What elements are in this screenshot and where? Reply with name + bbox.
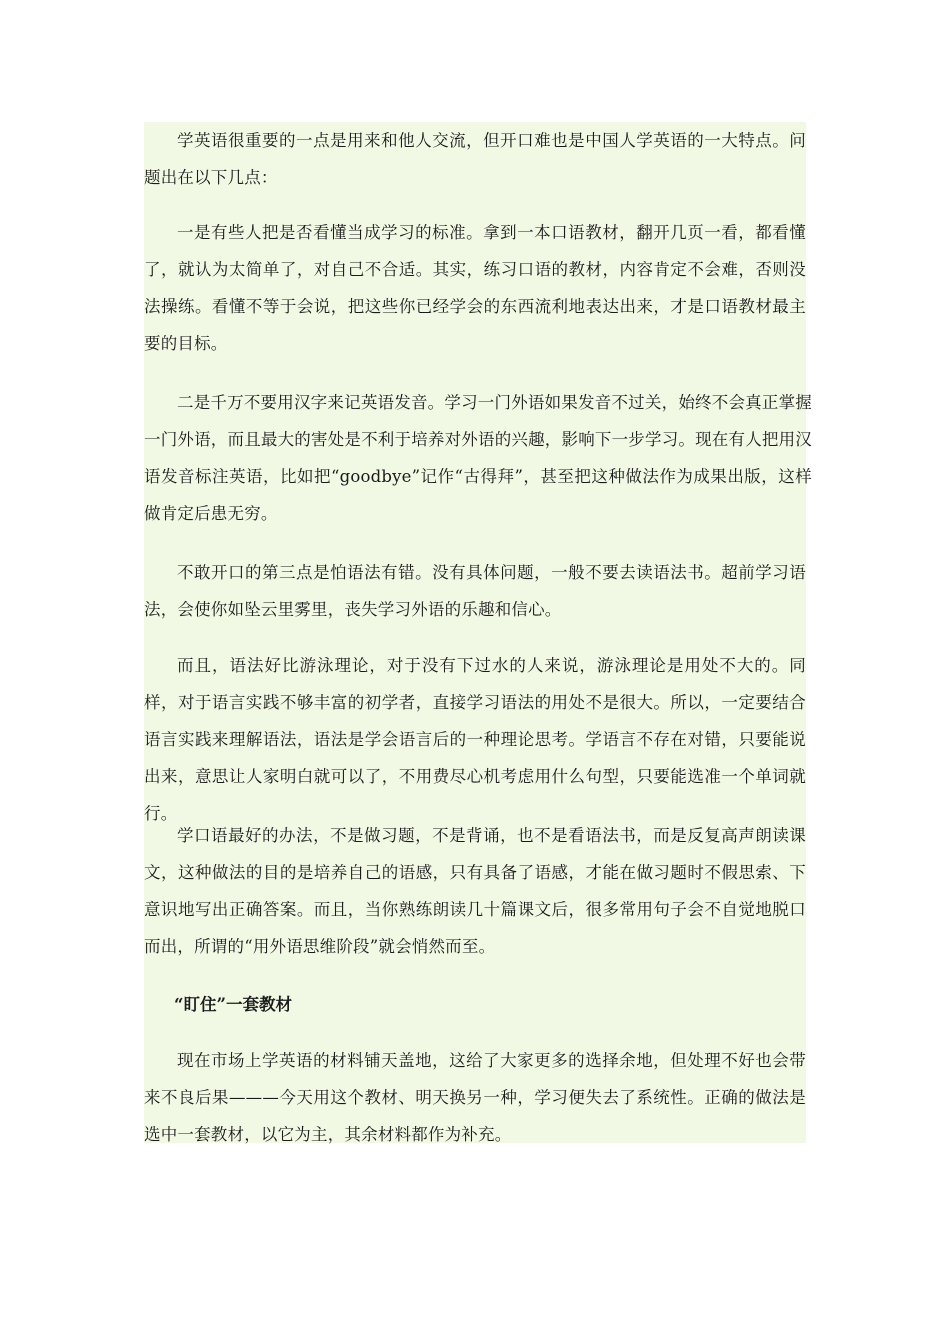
paragraph-reading-aloud: 学口语最好的办法，不是做习题，不是背诵，也不是看语法书，而是反复高声朗读课文，这种做法的目的是培养自己的语感，只有具备了语感，才能在做习题时不假思索、下意识地写出正确答案。而且，当你熟练朗读几十篇课文后，很多常用句子会不自觉地脱口而出，所谓的“用外语思维阶段”就会悄然而至。 (144, 826, 806, 956)
paragraph-point-three: 不敢开口的第三点是怕语法有错。没有具体问题，一般不要去读语法书。超前学习语法，会使你如坠云里雾里，丧失学习外语的乐趣和信心。 (144, 563, 806, 619)
paragraph-intro: 学英语很重要的一点是用来和他人交流，但开口难也是中国人学英语的一大特点。问题出在以下几点： (144, 131, 806, 187)
paragraph-grammar: 而且，语法好比游泳理论，对于没有下过水的人来说，游泳理论是用处不大的。同样，对于语言实践不够丰富的初学者，直接学习语法的用处不是很大。所以，一定要结合语言实践来理解语法，语法是学会语言后的一种理论思考。学语言不存在对错，只要能说出来，意思让人家明白就可以了，不用费尽心机考虑用什么句型，只要能选准一个单词就行。 (144, 656, 806, 823)
paragraph-point-one: 一是有些人把是否看懂当成学习的标准。拿到一本口语教材，翻开几页一看，都看懂了，就认为太简单了，对自己不合适。其实，练习口语的教材，内容肯定不会难，否则没法操练。看懂不等于会说，把这些你已经学会的东西流利地表达出来，才是口语教材最主要的目标。 (144, 223, 806, 353)
section-heading: “盯住”一套教材 (174, 995, 292, 1014)
paragraph-point-two: 二是千万不要用汉字来记英语发音。学习一门外语如果发音不过关，始终不会真正掌握一门外语，而且最大的害处是不利于培养对外语的兴趣，影响下一步学习。现在有人把用汉语发音标注英语，比如把“goodbye”记作“古得拜”，甚至把这种做法作为成果出版，这样做肯定后患无穷。 (144, 393, 812, 523)
highlighted-text-block (144, 122, 812, 1144)
paragraph-textbook: 现在市场上学英语的材料铺天盖地，这给了大家更多的选择余地，但处理不好也会带来不良后果———今天用这个教材、明天换另一种，学习便失去了系统性。正确的做法是选中一套教材，以它为主，其余材料都作为补充。 (144, 1051, 806, 1144)
